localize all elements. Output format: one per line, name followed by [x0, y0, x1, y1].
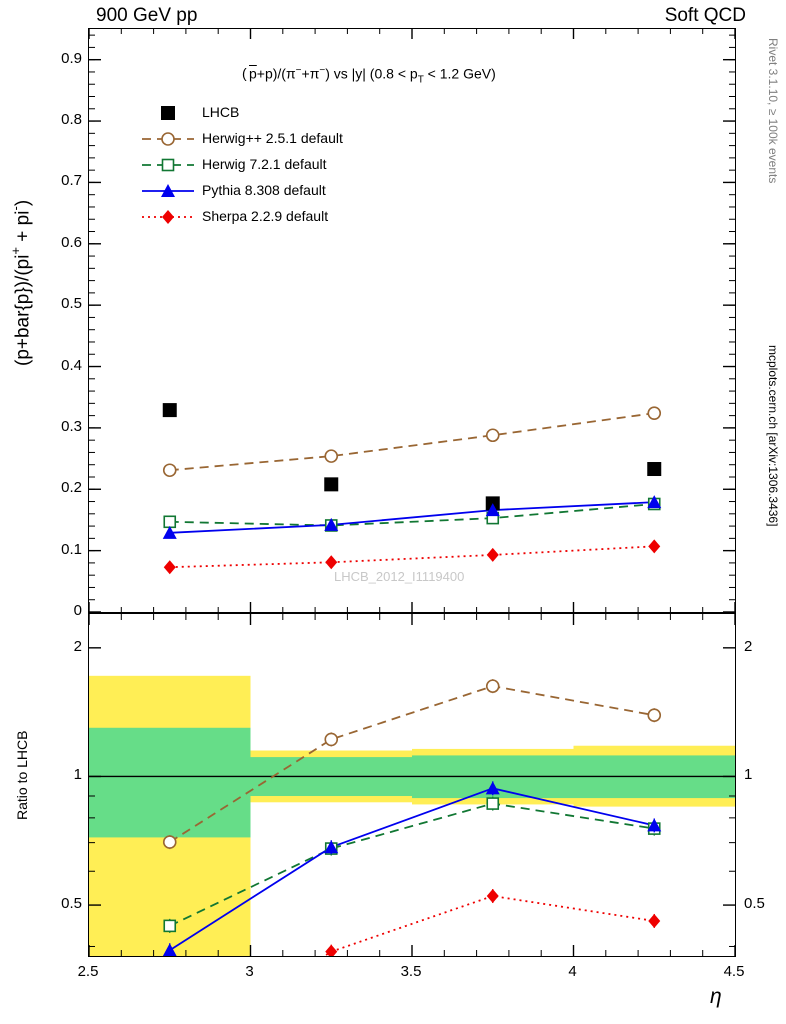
xtick-label: 2.5 [77, 963, 99, 980]
legend-label: Pythia 8.308 default [202, 182, 326, 198]
legend-marker-diamond-filled [140, 204, 196, 230]
main-ytick-label: 0.4 [61, 356, 82, 374]
main-ytick-label: 0.9 [61, 49, 82, 67]
main-ytick-label: 0.5 [61, 295, 82, 313]
xaxis-title: η [710, 985, 722, 1008]
header-left-label: 900 GeV pp [96, 5, 198, 26]
main-ytick-label: 0.3 [61, 417, 82, 435]
ratio-ytick-label: 2 [73, 637, 82, 655]
main-plot-title-paren: ( [242, 65, 247, 81]
ratio-plot-canvas [89, 614, 735, 956]
mcplots-arxiv-label: mcplots.cern.ch [arXiv:1306.3436] [766, 345, 780, 527]
rivet-version-label: Rivet 3.1.10, ≥ 100k events [766, 38, 780, 184]
ratio-ytick-label-right: 2 [744, 637, 753, 655]
legend-marker-square-filled [140, 100, 196, 126]
main-plot-title: $\overline{p}+p)/(\pi^-+\pi^-)$ vs |y| ($0.8 < p_T < 1.2$ GeV) [249, 65, 496, 86]
xtick-label: 3.5 [400, 963, 422, 980]
xtick-label: 4.5 [723, 963, 745, 980]
ratio-plot-frame [88, 613, 736, 957]
ratio-ytick-label: 1 [73, 766, 82, 784]
legend-label: Sherpa 2.2.9 default [202, 208, 329, 224]
ratio-yaxis-title: Ratio to LHCB [14, 730, 30, 820]
header-right-label: Soft QCD [664, 5, 746, 26]
main-ytick-label: 0.8 [61, 111, 82, 129]
legend-marker-circle-open [140, 126, 196, 152]
legend-label: Herwig++ 2.5.1 default [202, 130, 343, 146]
legend-marker-triangle-filled [140, 178, 196, 204]
main-ytick-label: 0.7 [61, 172, 82, 190]
xtick-label: 4 [568, 963, 577, 980]
legend-label: Herwig 7.2.1 default [202, 156, 327, 172]
legend-marker-square-open [140, 152, 196, 178]
ratio-ytick-label: 0.5 [61, 895, 82, 913]
main-ytick-label: 0 [73, 602, 82, 619]
analysis-watermark: LHCB_2012_I1119400 [334, 569, 465, 584]
main-ytick-label: 0.6 [61, 233, 82, 251]
xtick-label: 3 [245, 963, 254, 980]
ratio-ytick-label-right: 0.5 [744, 895, 765, 913]
main-ytick-label: 0.2 [61, 479, 82, 497]
legend-label: LHCB [202, 104, 240, 120]
main-yaxis-title: (p+bar{p})/(pi+ + pi-) [8, 199, 34, 366]
main-ytick-label: 0.1 [61, 540, 82, 558]
ratio-ytick-label-right: 1 [744, 766, 753, 784]
